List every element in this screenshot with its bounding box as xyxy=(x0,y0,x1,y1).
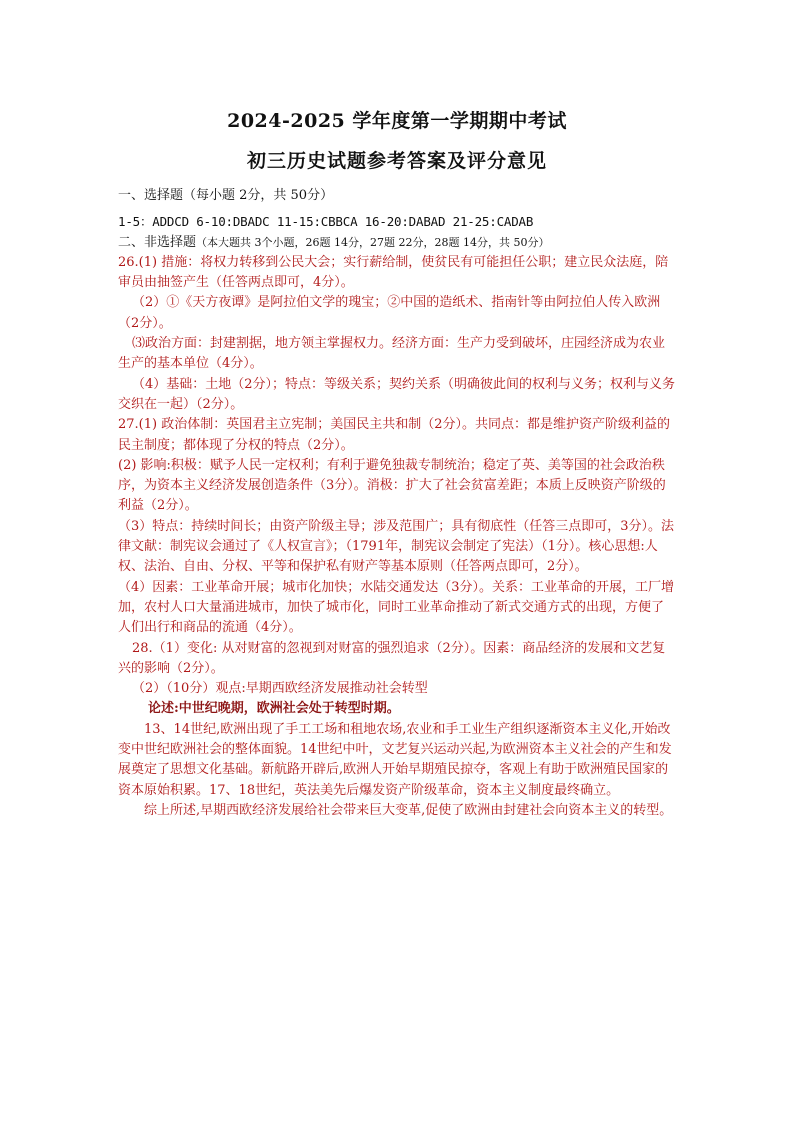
answer-body xyxy=(118,186,676,821)
q27-part4: （4）因素：工业革命开展；城市化加快；水陆交通发达（3分）。关系：工业革命的开展，工厂增加，农村人口大量涌进城市，加快了城市化，同时工业革命推动了新式交通方式的出现，方便了人们出行和商品的流通（4分）。 xyxy=(118,579,675,636)
q26-part3: ⑶政治方面：封建割据，地方领主掌握权力。经济方面：生产力受到破坏，庄园经济成为农业生产的基本单位（4分）。 xyxy=(118,336,666,372)
q28-part1: 28.（1）变化: 从对财富的忽视到对财富的强烈追求（2分）。因素：商品经济的发展和文艺复兴的影响（2分）。 xyxy=(118,640,666,676)
q27-part3: （3）特点：持续时间长；由资产阶级主导；涉及范围广；具有彻底性（任答三点即可，3分）。法律文献：制宪议会通过了《人权宣言》；（1791年，制宪议会制定了宪法）（1分）。核心思想:人权、法治、自由、分权、平等和保护私有财产等基本原则（任答两点即可，2分）。 xyxy=(118,518,675,575)
q28-argument: 13、14世纪,欧洲出现了手工工场和租地农场,农业和手工业生产组织逐渐资本主义化,开始改变中世纪欧洲社会的整体面貌。14世纪中叶，文艺复兴运动兴起,为欧洲资本主义社会的产生和发展奠定了思想文化基础。新航路开辟后,欧洲人开始早期殖民掠夺，客观上有助于欧洲殖民国家的资本原始积累。17、18世纪，英法美先后爆发资产阶级革命，资本主义制度最终确立。 xyxy=(118,721,672,798)
q27-part1: 27.(1) 政治体制：英国君主立宪制；美国民主共和制（2分）。共同点：都是维护资产阶级利益的民主制度；都体现了分权的特点（2分）。 xyxy=(118,417,670,453)
q26-part4: （4）基础：土地（2分）；特点：等级关系；契约关系（明确彼此间的权利与义务；权利与义务交织在一起）（2分）。 xyxy=(118,376,676,412)
q27-part2: (2) 影响:积极：赋予人民一定权利；有利于避免独裁专制统治；稳定了英、美等国的社会政治秩序，为资本主义经济发展创造条件（3分）。消极：扩大了社会贫富差距；本质上反映资产阶级的利益（2分）。 xyxy=(118,457,666,514)
q26-part1: 26.(1) 措施：将权力转移到公民大会；实行薪给制，使贫民有可能担任公职；建立民众法庭，陪审员由抽签产生（任答两点即可，4分）。 xyxy=(118,254,669,291)
section2-heading-main: 二、非选择题 xyxy=(118,234,197,250)
section1-heading: 一、选择题（每小题 2分，共 50分） xyxy=(118,188,334,203)
section2-heading xyxy=(118,233,676,253)
section2-heading-note: （本大题共 3个小题，26题 14分，27题 22分，28题 14分，共 50分） xyxy=(196,235,550,249)
q28-thesis: 论述:中世纪晚期，欧洲社会处于转型时期。 xyxy=(148,701,400,717)
q28-conclusion: 综上所述,早期西欧经济发展给社会带来巨大变革,促使了欧洲由封建社会向资本主义的转型。 xyxy=(144,802,673,818)
choice-answers: 1-5：ADDCD 6-10:DBADC 11-15:CBBCA 16-20:DABAD 21-25:CADAB xyxy=(118,214,534,230)
exam-title: 2024-2025 学年度第一学期期中考试 xyxy=(227,110,567,132)
q28-part2: （2）（10分）观点:早期西欧经济发展推动社会转型 xyxy=(132,681,428,697)
q26-part2: （2）①《天方夜谭》是阿拉伯文学的瑰宝；②中国的造纸术、指南针等由阿拉伯人传入欧洲（2分）。 xyxy=(118,295,661,331)
exam-subtitle: 初三历史试题参考答案及评分意见 xyxy=(246,150,547,172)
